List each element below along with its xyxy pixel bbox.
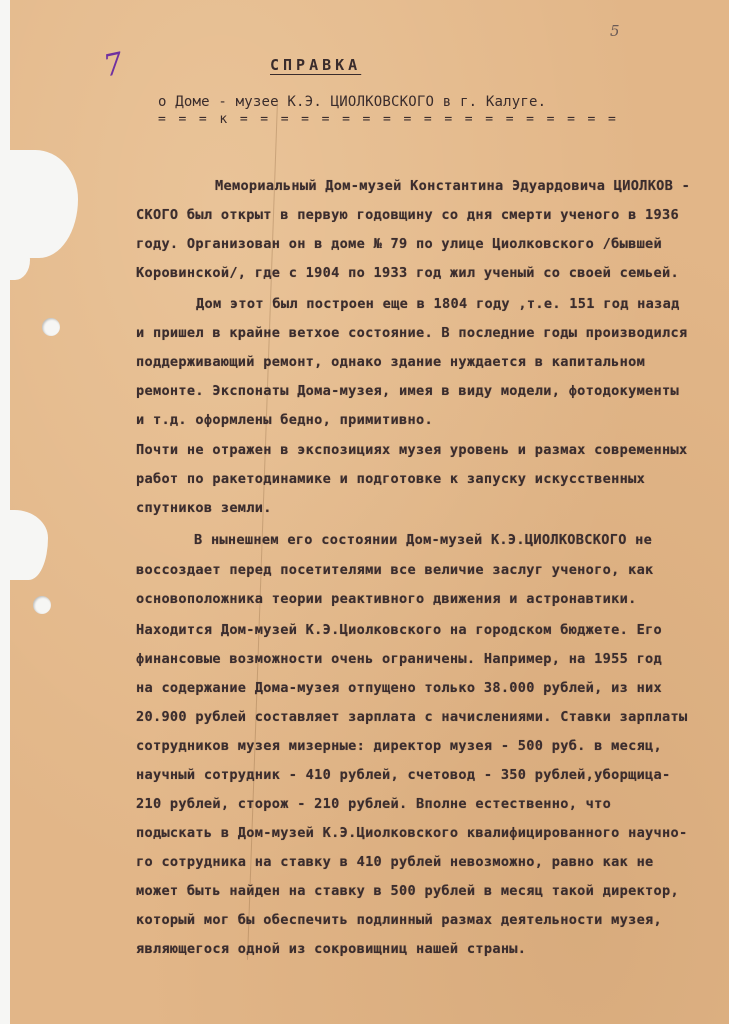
text-line: основоположника теории реактивного движения и астронавтики. (136, 591, 637, 607)
text-line: и пришел в крайне ветхое состояние. В последние годы производился (136, 325, 688, 341)
text-line: Находится Дом-музей К.Э.Циолковского на городском бюджете. Его (136, 622, 663, 638)
title-separator: = = = к = = = = = = = = = = = = = = = = = = = (158, 112, 619, 127)
text-line: воссоздает перед посетителями все величие заслуг ученого, как (136, 562, 654, 578)
text-line: который мог бы обеспечить подлинный размах деятельности музея, (136, 912, 663, 928)
text-line: СКОГО был открыт в первую годовщину со дня смерти ученого в 1936 (136, 207, 679, 223)
text-line: го сотрудника на ставку в 410 рублей невозможно, равно как не (136, 854, 654, 870)
page-number: 5 (610, 22, 620, 40)
text-line: В нынешнем его состоянии Дом-музей К.Э.ЦИОЛКОВСКОГО не (194, 532, 653, 548)
text-line: Дом этот был построен еще в 1804 году ,т.е. 151 год назад (196, 296, 680, 312)
text-line: на содержание Дома-музея отпущено только 38.000 рублей, из них (136, 680, 663, 696)
text-line: финансовые возможности очень ограничены. Например, на 1955 год (136, 651, 663, 667)
text-line: Почти не отражен в экспозициях музея уровень и размах современных (136, 442, 688, 458)
text-line: подыскать в Дом-музей К.Э.Циолковского квалифицированного научно- (136, 825, 688, 841)
text-line: научный сотрудник - 410 рублей, счетовод - 350 рублей,уборщица- (136, 767, 671, 783)
text-line: 210 рублей, сторож - 210 рублей. Вполне естественно, что (136, 796, 612, 812)
text-line: работ по ракетодинамике и подготовке к запуску искусственных (136, 471, 646, 487)
text-line: ремонте. Экспонаты Дома-музея, имея в виду модели, фотодокументы (136, 383, 679, 399)
text-line: Коровинской/, где с 1904 по 1933 год жил ученый со своей семьей. (136, 265, 679, 281)
text-line: и т.д. оформлены бедно, примитивно. (136, 412, 433, 428)
text-line: 20.900 рублей составляет зарплата с начислениями. Ставки зарплаты (136, 709, 688, 725)
text-line: являющегося одной из сокровищниц нашей страны. (136, 941, 527, 957)
text-line: спутников земли. (136, 500, 272, 516)
text-line: может быть найден на ставку в 500 рублей в месяц такой директор, (136, 883, 679, 899)
text-line: сотрудников музея мизерные: директор музея - 500 руб. в месяц, (136, 738, 663, 754)
document-title: СПРАВКА (270, 56, 362, 74)
text-line: году. Организован он в доме № 79 по улице Циолковского /бывшей (136, 236, 663, 252)
text-line: поддерживающий ремонт, однако здание нуждается в капитальном (136, 354, 646, 370)
document-subtitle: о Доме - музее К.Э. ЦИОЛКОВСКОГО в г. Калуге. (158, 94, 547, 110)
handwritten-note: 7 (100, 46, 125, 85)
text-line: Мемориальный Дом-музей Константина Эдуардовича ЦИОЛКОВ - (215, 178, 691, 194)
